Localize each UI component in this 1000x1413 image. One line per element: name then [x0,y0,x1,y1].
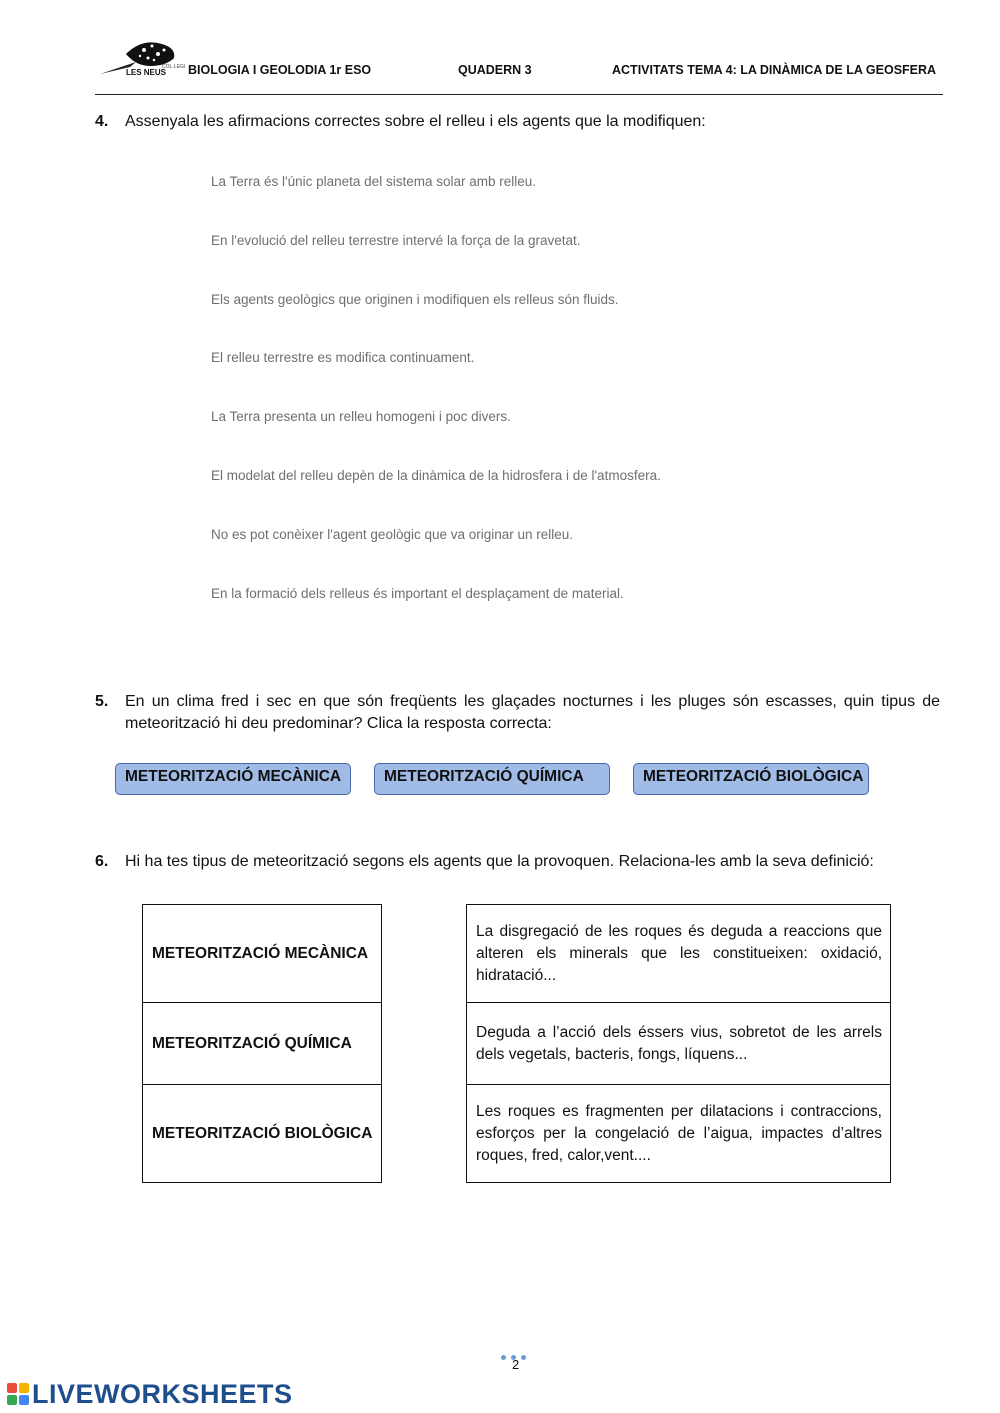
header-activity: ACTIVITATS TEMA 4: LA DINÀMICA DE LA GEOSFERA [612,63,937,77]
type-cell[interactable]: METEORITZACIÓ BIOLÒGICA [143,1085,382,1183]
option-chemical-button[interactable]: METEORITZACIÓ QUÍMICA [374,763,610,795]
q5-prompt-line1: En un clima fred i sec en que són freqüents les glaçades nocturnes i les pluges són escasses, quin tipus de [125,693,940,710]
logo-small-text: COL·LEGI [162,64,186,70]
q4-statement[interactable]: La Terra presenta un relleu homogeni i poc divers. [211,409,511,424]
header-notebook: QUADERN 3 [458,63,532,77]
page-number: 2 [512,1357,520,1372]
liveworksheets-logo-icon [6,1382,30,1406]
type-cell[interactable]: METEORITZACIÓ MECÀNICA [143,905,382,1003]
q6-number: 6. [95,853,109,870]
q4-statement[interactable]: El relleu terrestre es modifica continuament. [211,350,475,365]
logo-text: LES NEUS [126,68,167,77]
header-divider [95,94,943,95]
liveworksheets-brand[interactable] [6,1379,293,1409]
q4-statement[interactable]: En la formació dels relleus és important el desplaçament de material. [211,586,624,601]
q4-statement[interactable]: Els agents geològics que originen i modifiquen els relleus són fluids. [211,292,619,307]
definition-cell[interactable]: Les roques es fragmenten per dilatacions i contraccions, esforços per la congelació de l’aigua, impactes d’altres roques, fred, calor,vent.... [467,1085,891,1183]
option-mechanical-button[interactable]: METEORITZACIÓ MECÀNICA [115,763,351,795]
liveworksheets-text: LIVEWORKSHEETS [32,1379,293,1409]
q4-prompt: Assenyala les afirmacions correctes sobre el relleu i els agents que la modifiquen: [125,113,706,130]
q6-prompt: Hi ha tes tipus de meteorització segons els agents que la provoquen. Relaciona-les amb la seva definició: [125,853,874,870]
weathering-types-table [142,904,382,1183]
q5-prompt-line2: meteorització hi deu predominar? Clica la resposta correcta: [125,715,552,732]
option-biological-button[interactable]: METEORITZACIÓ BIOLÒGICA [633,763,869,795]
q4-statement[interactable]: La Terra és l'únic planeta del sistema solar amb relleu. [211,174,536,189]
q5-number: 5. [95,693,109,710]
definitions-table [466,904,891,1183]
school-logo [96,36,188,80]
definition-cell[interactable]: La disgregació de les roques és deguda a reaccions que alteren els minerals que les constitueixen: oxidació, hidratació... [467,905,891,1003]
q4-statement[interactable]: No es pot conèixer l'agent geològic que va originar un relleu. [211,527,574,542]
definition-cell[interactable]: Deguda a l’acció dels éssers vius, sobretot de les arrels dels vegetals, bacteris, fongs, líquens... [467,1003,891,1085]
type-cell[interactable]: METEORITZACIÓ QUÍMICA [143,1003,382,1085]
q4-statement[interactable]: El modelat del relleu depèn de la dinàmica de la hidrosfera i de l'atmosfera. [211,468,661,483]
header-subject: BIOLOGIA I GEOLODIA 1r ESO [188,63,372,77]
q4-number: 4. [95,113,109,130]
q4-statement[interactable]: En l'evolució del relleu terrestre intervé la força de la gravetat. [211,233,581,248]
